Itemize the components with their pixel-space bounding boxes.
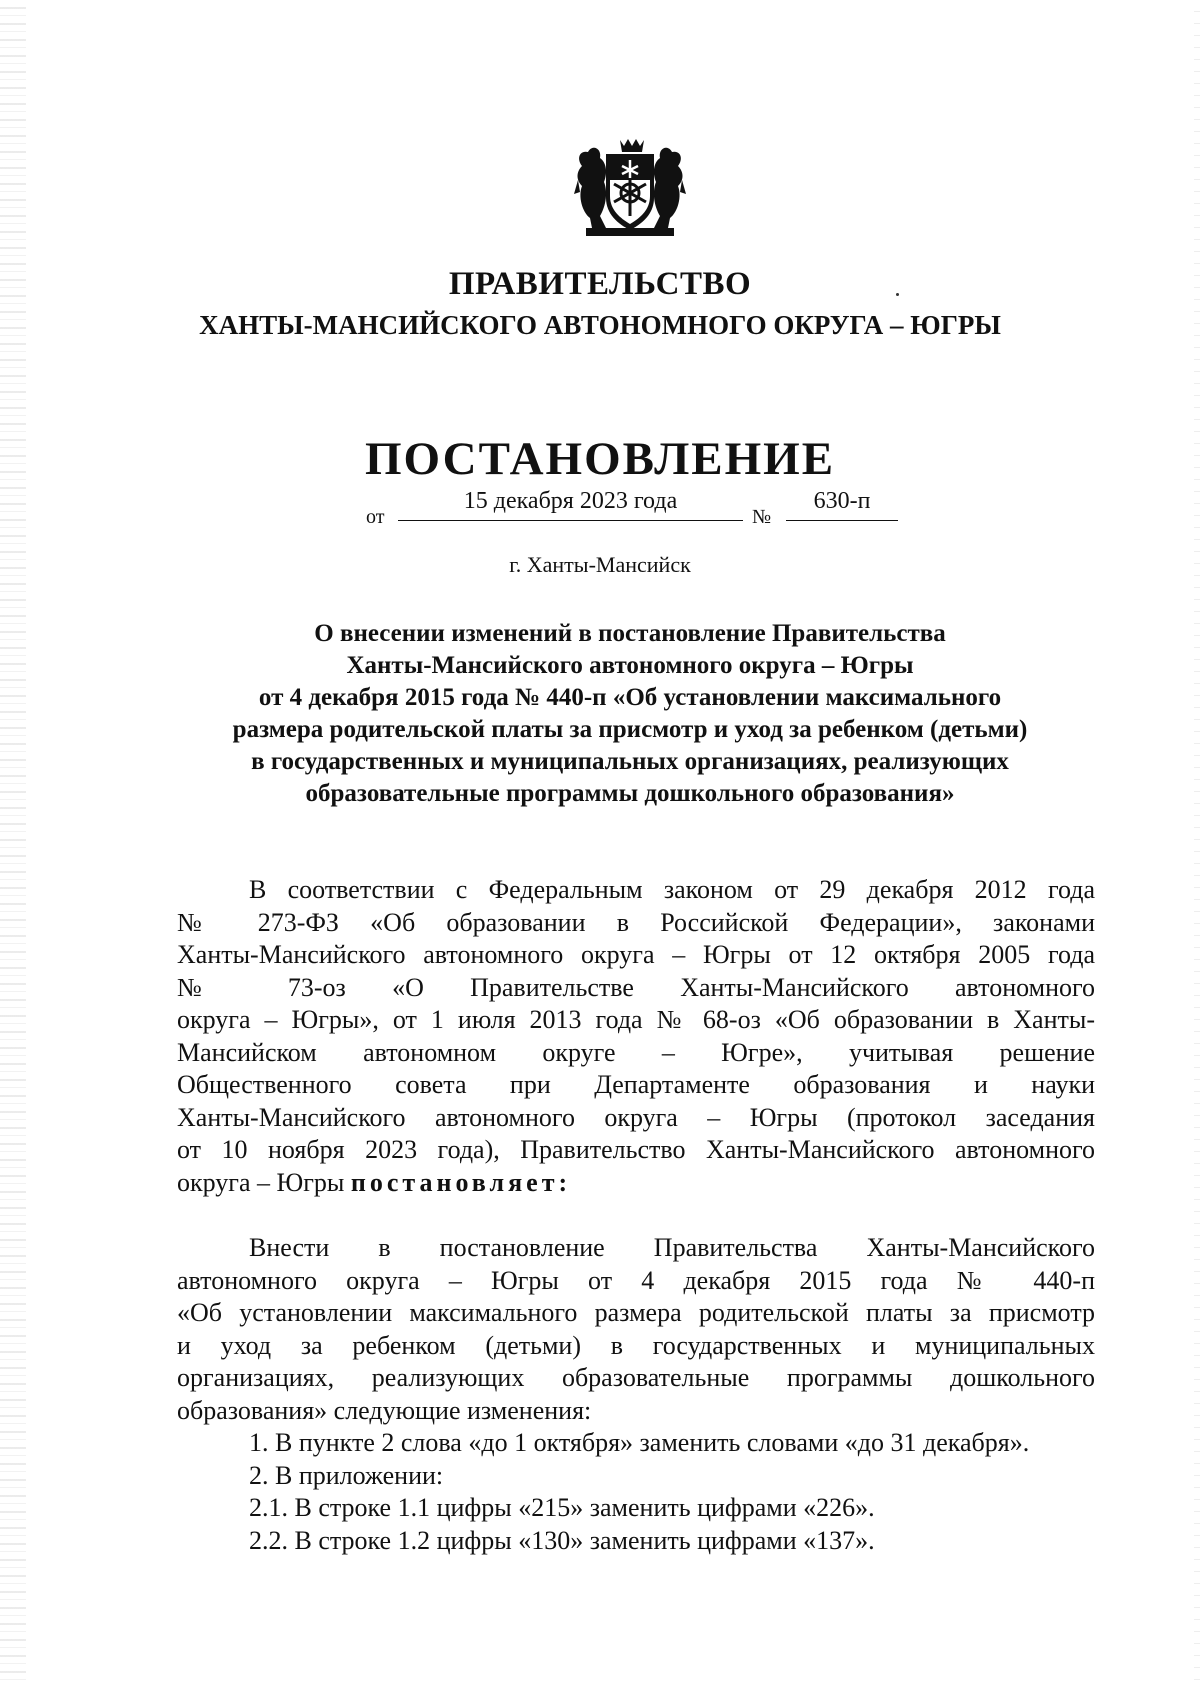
scan-edge-right bbox=[1194, 0, 1200, 1686]
date-prefix: от bbox=[366, 506, 385, 528]
heading-line: в государственных и муниципальных организациях, реализующих bbox=[251, 748, 1009, 775]
amendment-item: 2.1. В строке 1.1 цифры «215» заменить цифрами «226». bbox=[249, 1493, 875, 1522]
amendment-line: автономного округа – Югры от 4 декабря 2015 года № 440-п bbox=[177, 1265, 1095, 1295]
document-number: 630-п bbox=[813, 488, 871, 514]
government-title: ПРАВИТЕЛЬСТВО bbox=[448, 266, 752, 302]
heading-line: размера родительской платы за присмотр и уход за ребенком (детьми) bbox=[232, 716, 1028, 743]
preamble-line: Ханты-Мансийского автономного округа – Югры от 12 октября 2005 года bbox=[177, 940, 1095, 969]
preamble-paragraph bbox=[177, 874, 1095, 1199]
stray-dot bbox=[896, 293, 899, 296]
preamble-line: Общественного совета при Департаменте образования и науки bbox=[177, 1070, 1095, 1099]
preamble-line: № 73-оз «О Правительстве Ханты-Мансийского автономного bbox=[177, 972, 1095, 1002]
amendment-item: 2.2. В строке 1.2 цифры «130» заменить цифрами «137». bbox=[249, 1525, 875, 1555]
amendment-line: Внести в постановление Правительства Ханты-Мансийского bbox=[249, 1233, 1095, 1262]
date-number-row bbox=[366, 490, 886, 526]
decree-word: постановляет: bbox=[350, 1167, 572, 1197]
preamble-last-line bbox=[177, 1167, 1095, 1200]
heading-line: Ханты-Мансийского автономного округа – Югры bbox=[346, 652, 914, 679]
scan-edge-left bbox=[0, 0, 26, 1686]
amendment-last-line: образования» следующие изменения: bbox=[177, 1395, 592, 1425]
heading-line: О внесении изменений в постановление Правительства bbox=[314, 620, 946, 647]
preamble-line: Ханты-Мансийского автономного округа – Югры (протокол заседания bbox=[177, 1102, 1095, 1132]
heading-line: от 4 декабря 2015 года № 440-п «Об установлении максимального bbox=[258, 684, 1002, 711]
heading-line: образовательные программы дошкольного образования» bbox=[305, 780, 955, 807]
amendment-item: 2. В приложении: bbox=[249, 1460, 444, 1490]
region-name: ХАНТЫ-МАНСИЙСКОГО АВТОНОМНОГО ОКРУГА – ЮГРЫ bbox=[199, 310, 1001, 340]
number-underline bbox=[786, 520, 898, 521]
city: г. Ханты-Мансийск bbox=[509, 552, 691, 577]
document-heading bbox=[170, 618, 1090, 810]
coat-of-arms-emblem bbox=[572, 136, 688, 240]
document-type: ПОСТАНОВЛЕНИЕ bbox=[364, 433, 836, 485]
date-underline bbox=[398, 520, 743, 521]
preamble-line: № 273-ФЗ «Об образовании в Российской Федерации», законами bbox=[177, 907, 1095, 937]
amendment-paragraph bbox=[177, 1232, 1095, 1557]
amendment-line: организациях, реализующих образовательные программы дошкольного bbox=[177, 1363, 1095, 1392]
number-prefix: № bbox=[752, 506, 772, 528]
amendment-line: и уход за ребенком (детьми) в государственных и муниципальных bbox=[177, 1330, 1095, 1360]
amendment-line: «Об установлении максимального размера родительской платы за присмотр bbox=[177, 1298, 1095, 1327]
preamble-line: от 10 ноября 2023 года), Правительство Ханты-Мансийского автономного bbox=[177, 1135, 1095, 1164]
preamble-line: округа – Югры», от 1 июля 2013 года № 68-оз «Об образовании в Ханты- bbox=[177, 1005, 1095, 1034]
document-date: 15 декабря 2023 года bbox=[463, 488, 678, 514]
preamble-line: Мансийском автономном округе – Югре», учитывая решение bbox=[177, 1037, 1095, 1067]
preamble-last-text: округа – Югры bbox=[177, 1167, 345, 1197]
preamble-line: В соответствии с Федеральным законом от 29 декабря 2012 года bbox=[249, 875, 1095, 904]
amendment-item: 1. В пункте 2 слова «до 1 октября» заменить словами «до 31 декабря». bbox=[249, 1428, 1030, 1457]
